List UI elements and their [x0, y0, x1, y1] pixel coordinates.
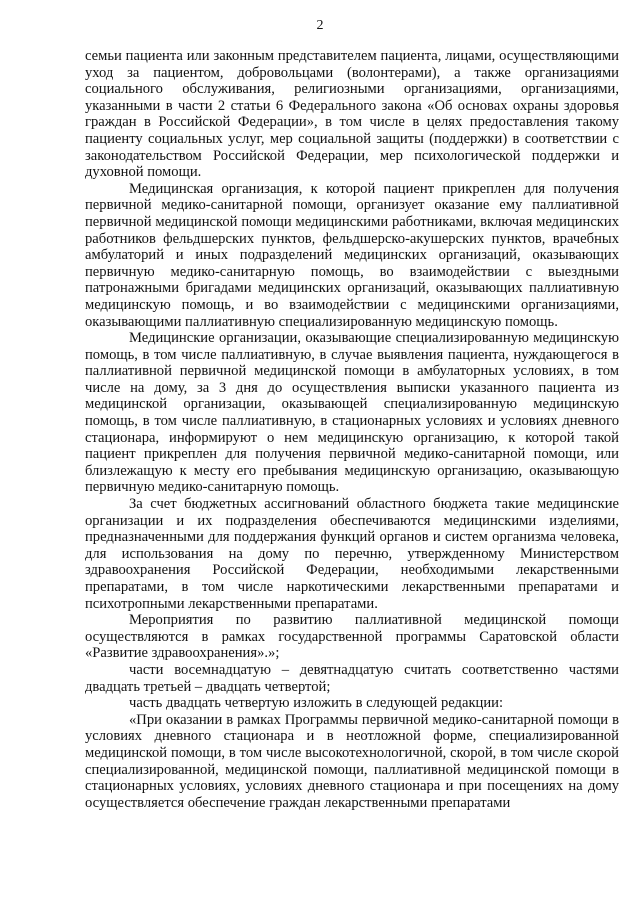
- paragraph-renumbering: части восемнадцатую – девятнадцатую считать соответственно частями двадцать третьей – двадцать четвертой;: [85, 661, 619, 695]
- paragraph-state-program: Мероприятия по развитию паллиативной медицинской помощи осуществляются в рамках государственной программы Саратовской области «Развитие здравоохранения».»;: [85, 612, 619, 662]
- paragraph-amendment-intro: часть двадцать четвертую изложить в следующей редакции:: [129, 695, 504, 712]
- paragraph-specialized-care-organizations: Медицинские организации, оказывающие специализированную медицинскую помощь, в том числе паллиативную, в случае выявления пациента, нуждающегося в паллиативной первичной медицинской помощи в амбулаторных условиях, в том числе на дому, за 3 дня до осуществления выписки указанного пациента из медицинской организации, оказывающей специализированную медицинскую помощь, в том числе паллиативную, в стационарных условиях и условиях дневного стационара, информируют о нем медицинскую организацию, к которой такой пациент прикреплен для получения первичной медико-санитарной помощи, или близлежащую к месту его пребывания медицинскую организацию, оказывающую первичную медико-санитарную помощь.: [85, 330, 619, 496]
- paragraph-budget-funding: За счет бюджетных ассигнований областного бюджета такие медицинские организации и их подразделения обеспечиваются медицинскими изделиями, предназначенными для поддержания функций органов и систем организма человека, для использования на дому по перечню, утвержденному Министерством здравоохранения Российской Федерации, необходимыми лекарственными препаратами, в том числе наркотическими лекарственными препаратами и психотропными лекарственными препаратами.: [85, 496, 619, 612]
- document-body: [85, 48, 619, 811]
- paragraph-amendment-text: «При оказании в рамках Программы первичной медико-санитарной помощи в условиях дневного стационара и в неотложной форме, специализированной медицинской помощи, в том числе высокотехнологичной, скорой, в том числе скорой специализированной, медицинской помощи, паллиативной медицинской помощи в стационарных условиях, условиях дневного стационара и при посещениях на дому осуществляется обеспечение граждан лекарственными препаратами: [85, 711, 619, 811]
- page-number: 2: [316, 18, 324, 33]
- paragraph-primary-care-organization: Медицинская организация, к которой пациент прикреплен для получения первичной медико-санитарной помощи, организует оказание ему паллиативной первичной медицинской помощи медицинскими работниками, включая медицинских работников фельдшерских пунктов, фельдшерско-акушерских пунктов, врачебных амбулаторий и иных подразделений медицинских организаций, оказывающих первичную медико-санитарную помощь, во взаимодействии с выездными патронажными бригадами медицинских организаций, оказывающих паллиативную медицинскую помощь, и во взаимодействии с медицинскими организациями, оказывающими паллиативную специализированную медицинскую помощь.: [85, 180, 619, 330]
- paragraph-continuation: семьи пациента или законным представителем пациента, лицами, осуществляющими уход за пациентом, добровольцами (волонтерами), а также организациями социального обслуживания, религиозными организациями, организациями, указанными в части 2 статьи 6 Федерального закона «Об основах охраны здоровья граждан в Российской Федерации», в том числе в целях предоставления такому пациенту социальных услуг, мер социальной защиты (поддержки) в соответствии с законодательством Российской Федерации, мер психологической поддержки и духовной помощи.: [85, 48, 619, 181]
